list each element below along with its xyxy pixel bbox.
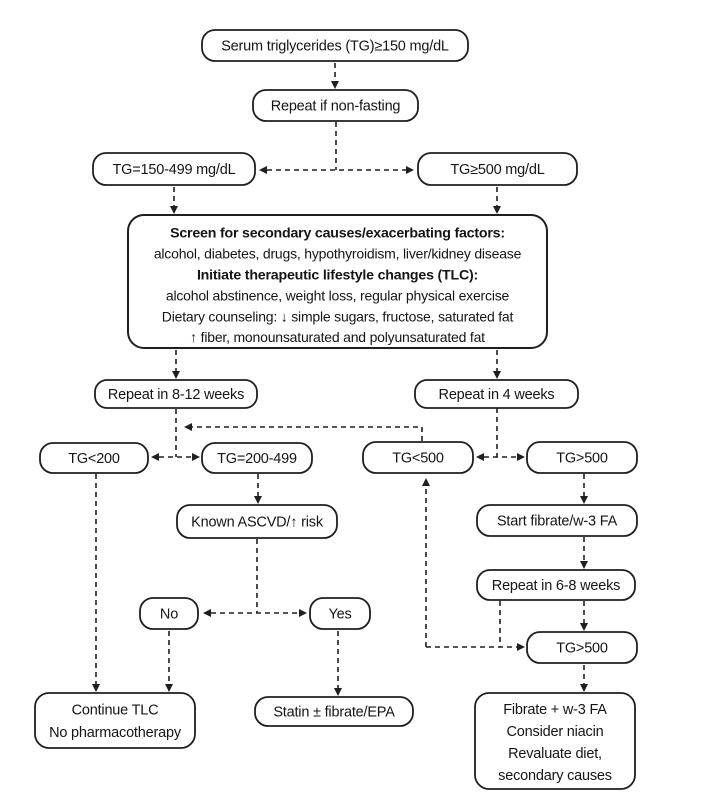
connector-repeat68-loop-split <box>422 478 525 651</box>
connector-tgge500-to-screenbox <box>493 187 501 214</box>
node-statin-label: Statin ± fibrate/EPA <box>273 704 395 721</box>
node-yes <box>310 598 370 629</box>
connector-screenbox-to-repeat812 <box>172 350 180 379</box>
node-serum-triglycerides <box>202 30 468 61</box>
connector-tglt500-loop-to-left-branch <box>184 423 422 441</box>
connector-screenbox-to-repeat4 <box>493 350 501 379</box>
node-tg-150-499 <box>93 153 255 185</box>
node-tg-200-499 <box>202 443 312 473</box>
connector-tglt200-to-continuetlc <box>92 474 100 692</box>
connector-no-to-continuetlc <box>165 631 173 692</box>
node-start-fibrate <box>477 505 637 536</box>
fibrate-niacin-line3: Revaluate diet, <box>508 746 602 762</box>
screen-box-line2: alcohol, diabetes, drugs, hypothyroidism, liver/kidney disease <box>153 245 522 262</box>
node-no-label: No <box>159 606 179 623</box>
node-repeat-if-nonfasting-label: Repeat if non-fasting <box>270 98 401 115</box>
screen-box-line5: Dietary counseling: ↓ simple sugars, fructose, saturated fat <box>161 308 514 325</box>
node-tg-lt-500-label: TG<500 <box>392 450 444 467</box>
fibrate-niacin-line4: secondary causes <box>498 768 612 784</box>
connector-tg150499-to-screenbox <box>170 187 178 214</box>
node-start-fibrate-label: Start fibrate/w-3 FA <box>496 513 618 530</box>
node-tg-gt-500-second <box>527 632 637 663</box>
node-repeat-8-12-weeks-label: Repeat in 8-12 weeks <box>107 387 245 403</box>
connector-tggt500-to-startfibrate <box>580 474 588 504</box>
connector-repeat68-to-tggt500b <box>580 601 588 631</box>
node-statin <box>255 697 413 726</box>
connector-tg200499-to-ascvd <box>254 474 262 504</box>
connector-repeat4-split <box>476 408 525 461</box>
screen-box-line1: Screen for secondary causes/exacerbating factors: <box>170 225 505 242</box>
node-fibrate-niacin <box>475 693 635 789</box>
node-tg-gt-500-first <box>527 442 637 473</box>
node-tg-lt-200 <box>40 443 148 473</box>
node-tg-ge-500-label: TG≥500 mg/dL <box>450 162 545 178</box>
node-tg-gt-500-first-label: TG>500 <box>556 450 608 467</box>
node-serum-triglycerides-label: Serum triglycerides (TG)≥150 mg/dL <box>221 38 449 55</box>
node-tg-ge-500 <box>418 153 577 185</box>
connector-ascvd-split <box>203 539 307 617</box>
screen-box-line4: alcohol abstinence, weight loss, regular physical exercise <box>165 287 510 304</box>
node-tg-200-499-label: TG=200-499 <box>217 451 297 467</box>
connector-yes-to-statin <box>334 631 342 696</box>
connector-repeatnonfasting-split <box>259 122 414 174</box>
continue-tlc-line1: Continue TLC <box>71 702 159 719</box>
connector-startfibrate-to-repeat68 <box>580 537 588 569</box>
connector-tggt500b-to-fibrateniacin <box>580 665 588 692</box>
node-repeat-4-weeks <box>415 380 578 408</box>
node-tg-lt-500 <box>363 442 473 473</box>
node-screen-secondary-causes <box>128 215 547 348</box>
fibrate-niacin-line1: Fibrate + w-3 FA <box>503 702 607 718</box>
node-repeat-if-nonfasting <box>253 90 418 121</box>
node-repeat-6-8-weeks <box>477 570 635 600</box>
node-continue-tlc <box>35 693 195 748</box>
screen-box-line3: Initiate therapeutic lifestyle changes (TLC): <box>196 267 479 284</box>
node-tg-150-499-label: TG=150-499 mg/dL <box>112 162 236 178</box>
node-repeat-4-weeks-label: Repeat in 4 weeks <box>438 387 555 403</box>
node-tg-gt-500-second-label: TG>500 <box>556 640 608 657</box>
continue-tlc-line2: No pharmacotherapy <box>49 725 181 741</box>
connector-repeat812-split <box>151 409 200 461</box>
node-no <box>140 598 198 629</box>
screen-box-line6: ↑ fiber, monounsaturated and polyunsaturated fat <box>190 329 485 345</box>
fibrate-niacin-line2: Consider niacin <box>506 724 604 740</box>
node-known-ascvd-risk <box>177 505 337 538</box>
node-yes-label: Yes <box>328 606 352 623</box>
connector-serum-to-repeatnonfasting <box>331 63 339 89</box>
node-known-ascvd-risk-label: Known ASCVD/↑ risk <box>191 514 323 531</box>
node-tg-lt-200-label: TG<200 <box>68 451 120 467</box>
node-repeat-6-8-weeks-label: Repeat in 6-8 weeks <box>491 578 621 594</box>
node-repeat-8-12-weeks <box>95 380 257 408</box>
